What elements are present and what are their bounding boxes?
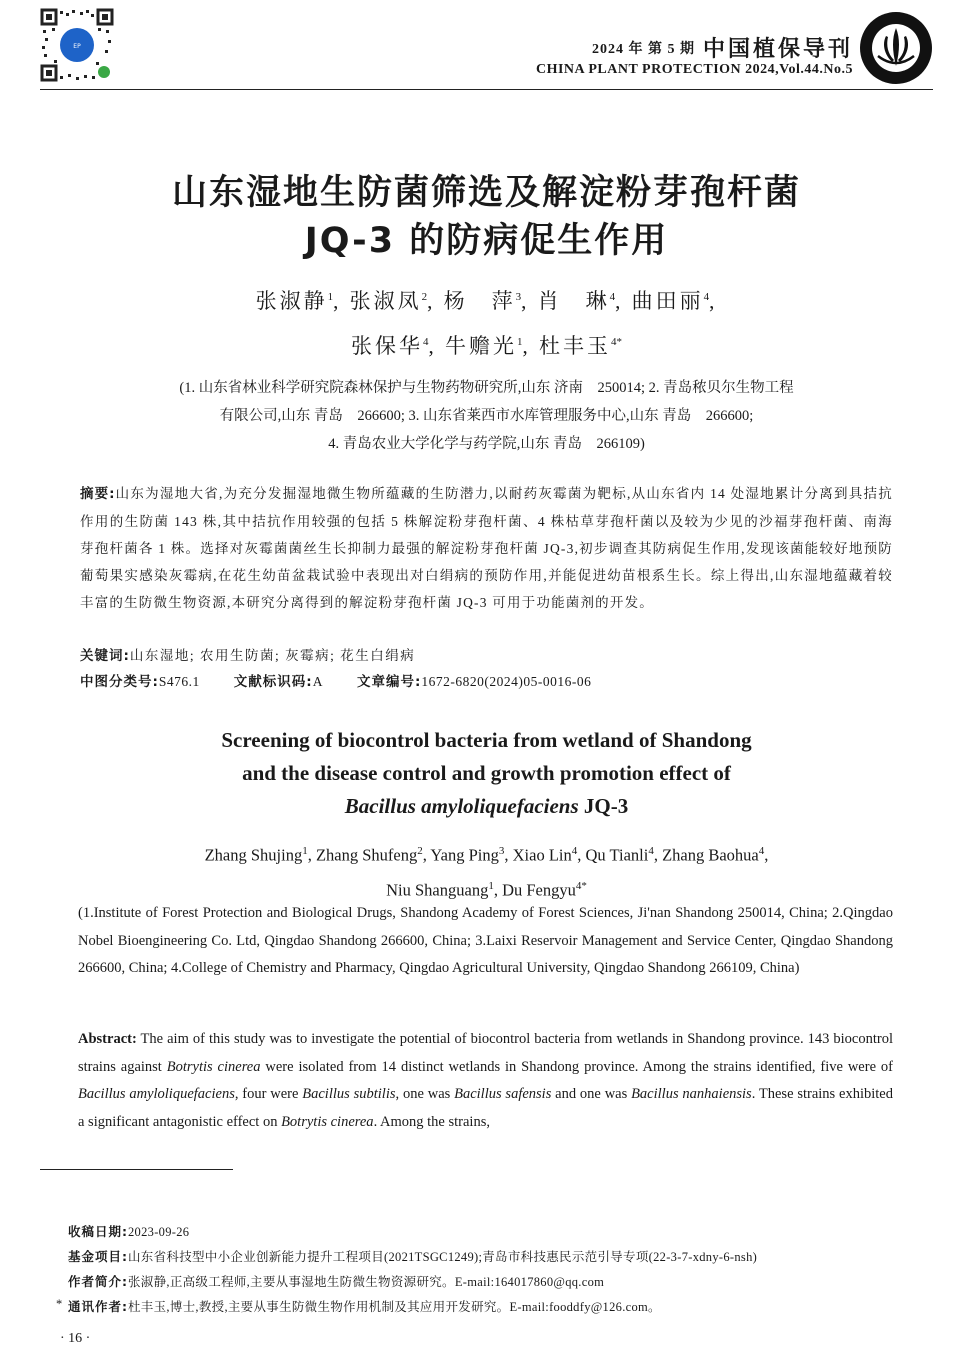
svg-text:EP: EP <box>73 43 81 50</box>
author-sup: 3 <box>515 291 522 303</box>
footnote-text: 山东省科技型中小企业创新能力提升工程项目(2021TSGC1249);青岛市科技惠民示范引导专项(22-3-7-xdny-6-nsh) <box>128 1250 758 1264</box>
abstract-text: . These strains exhibited a significant antagonistic effect on <box>78 1086 893 1130</box>
footnote-author <box>68 1272 604 1290</box>
abstract-cn-label: 摘要: <box>80 486 116 502</box>
page-number: · 16 · <box>60 1331 91 1346</box>
authors-cn-line1: 张淑静$^1$, 张淑凤$^2$, 杨 萍$^3$, 肖 琳$^4$, 曲田丽$^4$, <box>255 289 718 313</box>
footnote-text: 2023-09-26 <box>128 1225 190 1239</box>
author-en-sup: 4 <box>758 845 765 857</box>
corresponding-star: * <box>56 1297 63 1311</box>
footnote-text: 张淑静,正高级工程师,主要从事湿地生防微生物资源研究。E-mail:164017860@qq.com <box>128 1275 605 1289</box>
footnote-received <box>68 1222 189 1240</box>
author-sup: 4 <box>703 291 710 303</box>
footnote-label: 通讯作者: <box>68 1299 128 1314</box>
abstract-text: were isolated from 14 distinct wetlands in Shandong province. Among the strains identified, five were of <box>260 1058 893 1075</box>
author-sep: , <box>493 880 503 899</box>
author-sep: , <box>764 845 769 865</box>
species-name: Bacillus nanhaiensis <box>631 1086 752 1102</box>
author-en-sup: 2 <box>417 845 423 857</box>
author-sup: 2 <box>421 291 428 303</box>
affiliation-line: 有限公司,山东 青岛 266600; 3. 山东省莱西市水库管理服务中心,山东 青岛 266600; <box>219 408 754 424</box>
title-en-line3 <box>40 790 933 823</box>
author-en-sup: 4 <box>571 845 578 857</box>
strain-name: JQ-3 <box>578 794 629 818</box>
publisher-seal-logo <box>858 10 934 86</box>
author-name: 牛赡光 <box>445 334 517 358</box>
clc-label: 中图分类号: <box>80 674 159 690</box>
issue-label: 2024 年 第 5 期 <box>591 42 695 57</box>
species-name: Bacillus safensis <box>454 1086 552 1102</box>
authors-cn-line2: 张保华$^4$, 牛赡光$^1$, 杜丰玉$^{4*}$ <box>351 334 622 358</box>
author-name: 肖 琳 <box>537 289 610 313</box>
footnote-corresponding <box>56 1297 661 1315</box>
author-en-sup: 1 <box>488 879 494 892</box>
abstract-text: The aim of this study was to investigate the potential of biocontrol bacteria from wetlands in Shandong province. 143 biocontrol strains against <box>78 1031 893 1075</box>
authors-en <box>40 836 933 905</box>
author-en-name: Zhang Shujing <box>204 845 303 865</box>
species-name: Botrytis cinerea <box>281 1113 374 1130</box>
keywords-label: 关键词: <box>80 648 130 664</box>
author-name: 杜丰玉 <box>539 334 611 358</box>
abstract-cn-text: 山东为湿地大省,为充分发掘湿地微生物所蕴藏的生防潜力,以耐药灰霉菌为靶标,从山东省内 14 处湿地累计分离到具拮抗作用的生防菌 143 株,其中拮抗作用较强的包括 5 株解淀粉芽孢杆菌、4 株枯草芽孢杆菌以及较为少见的沙福芽孢杆菌、南海芽孢杆菌各 1 株。选择对灰霉菌菌丝生长抑制力最强的解淀粉芽孢杆菌 JQ-3,初步调查其防病促生作用,发现该菌能较好地预防葡萄果实感染灰霉病,在花生幼苗盆栽试验中表现出对白绢病的预防作用,并能促进幼苗根系生长。综上得出,山东湿地蕴藏着较丰富的生防微生物资源,本研究分离得到的解淀粉芽孢杆菌 JQ-3 可用于功能菌剂的开发。 <box>80 486 893 610</box>
qr-code <box>40 8 114 82</box>
author-name: 张保华 <box>351 334 423 358</box>
keywords-cn <box>80 644 415 664</box>
author-name: 张淑凤 <box>349 289 422 313</box>
author-sup: 4 <box>609 291 616 303</box>
affiliation-line: (1. 山东省林业科学研究院森林保护与生物药物研究所,山东 济南 250014; 2. 青岛秾贝尔生物工程 <box>179 380 794 396</box>
title-en-line1: Screening of biocontrol bacteria from wetland of Shandong <box>221 728 752 752</box>
article-id-label: 文章编号: <box>356 674 422 690</box>
journal-issue-line <box>592 32 853 63</box>
keywords-text: 山东湿地; 农用生防菌; 灰霉病; 花生白绢病 <box>129 648 416 663</box>
author-en-sup: 1 <box>302 845 308 857</box>
species-name: Botrytis cinerea <box>166 1058 261 1075</box>
title-en-line2: and the disease control and growth promotion effect of <box>242 761 731 785</box>
author-en-name: Qu Tianli <box>585 845 649 865</box>
author-sep: , <box>504 845 513 865</box>
author-en-name: Du Fengyu <box>502 880 576 899</box>
author-en-sup: 4* <box>575 879 587 892</box>
doc-code-value: A <box>312 674 323 689</box>
author-name: 张淑静 <box>255 289 328 313</box>
clc-value: S476.1 <box>158 674 200 689</box>
abstract-cn <box>80 480 893 616</box>
abstract-text: , one was <box>395 1086 455 1102</box>
abstract-text: . Among the strains, <box>373 1113 490 1130</box>
author-name: 曲田丽 <box>631 289 704 313</box>
title-cn-line1: 山东湿地生防菌筛选及解淀粉芽孢杆菌 <box>171 173 801 213</box>
abstract-text: and one was <box>551 1086 632 1102</box>
species-name: Bacillus subtilis <box>302 1086 396 1102</box>
author-en-name: Niu Shanguang <box>386 880 489 899</box>
article-id-value: 1672-6820(2024)05-0016-06 <box>421 674 592 689</box>
author-sep: , <box>422 845 431 865</box>
author-sup: 4 <box>423 336 429 348</box>
author-sep: , <box>577 845 586 865</box>
footnote-label: 基金项目: <box>68 1249 128 1264</box>
abstract-en-label: Abstract: <box>78 1031 137 1047</box>
title-cn-line2: JQ-3 的防病促生作用 <box>304 221 669 261</box>
species-name: Bacillus amyloliquefaciens <box>344 794 579 818</box>
abstract-text: , four were <box>234 1086 303 1102</box>
author-en-sup: 3 <box>498 845 505 857</box>
author-sup: 4* <box>611 336 622 348</box>
author-en-sup: 4 <box>648 845 654 857</box>
affiliation-line: 4. 青岛农业大学化学与药学院,山东 青岛 266109) <box>328 436 645 452</box>
affiliations-cn <box>40 374 933 458</box>
abstract-en <box>78 1026 893 1136</box>
author-sep: , <box>307 845 316 865</box>
journal-name-en: CHINA PLANT PROTECTION 2024,Vol.44.No.5 <box>535 62 853 77</box>
affiliations-en: (1.Institute of Forest Protection and Biological Drugs, Shandong Academy of Forest Sciences, Ji'nan Shandong 250014, China; 2.Qingdao Nobel Bioengineering Co. Ltd, Qingdao Shandong 266600, China; 3.Laixi Reservoir Management and Service Center, Qingdao Shandong 266600, China; 4.College of Chemistry and Pharmacy, Qingdao Agricultural University, Qingdao Shandong 266109, China) <box>78 905 893 976</box>
footnote-label: 作者简介: <box>68 1274 128 1289</box>
authors-en-line1 <box>40 836 933 871</box>
title-en <box>40 724 933 823</box>
footnote-label: 收稿日期: <box>68 1224 128 1239</box>
footnote-text: 杜丰玉,博士,教授,主要从事生防微生物作用机制及其应用开发研究。E-mail:fooddfy@126.com。 <box>128 1300 661 1314</box>
author-en-name: Zhang Baohua <box>662 845 759 865</box>
author-en-name: Yang Ping <box>430 845 499 865</box>
footnote-rule <box>40 1169 233 1170</box>
author-name: 杨 萍 <box>443 289 516 313</box>
author-sup: 1 <box>517 336 523 348</box>
footnote-fund <box>68 1247 757 1265</box>
journal-name-cn: 中国植保导刊 <box>702 36 853 62</box>
header-rule <box>40 89 933 90</box>
author-sep: , <box>653 845 663 865</box>
author-en-name: Zhang Shufeng <box>315 845 418 865</box>
author-sup: 1 <box>327 291 334 303</box>
doc-code-label: 文献标识码: <box>233 674 313 690</box>
species-name: Bacillus amyloliquefaciens <box>78 1086 235 1102</box>
author-en-name: Xiao Lin <box>512 845 572 865</box>
classification-line <box>80 670 591 690</box>
